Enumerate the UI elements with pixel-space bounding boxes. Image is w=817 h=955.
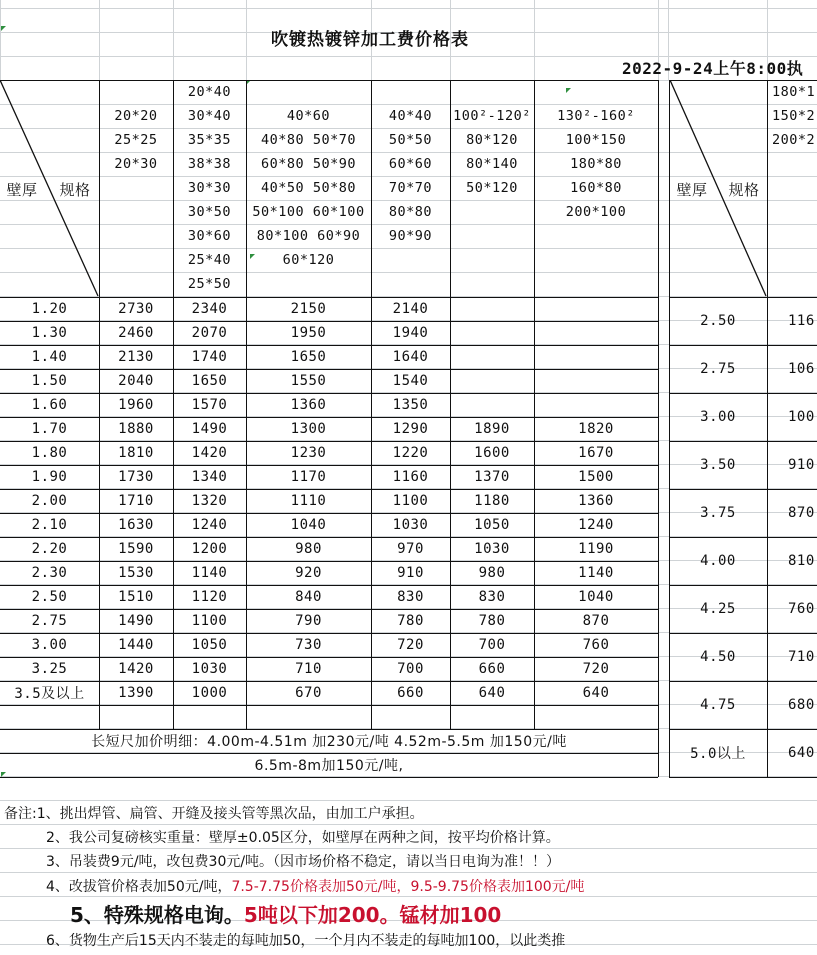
header-spec-label: 规格 (59, 180, 91, 199)
sheet-title: 吹镀热镀锌加工费价格表 (271, 29, 469, 50)
note-5-main: 5、特殊规格电询。 (70, 903, 244, 927)
surcharge-border (0, 753, 658, 754)
price-cell: 1440 (118, 637, 154, 653)
right-spec: 150*2 (772, 108, 816, 124)
price-cell: 790 (295, 613, 322, 629)
column-border (173, 80, 174, 729)
price-cell: 1730 (118, 469, 154, 485)
price-cell (450, 321, 534, 345)
cell-marker (1, 26, 6, 31)
spec-group-3: 40*50 50*80 (261, 180, 356, 196)
right-price-cell: 870 (788, 505, 815, 521)
right-table-top (669, 80, 817, 81)
price-cell: 1630 (118, 517, 154, 533)
price-cell: 1490 (191, 421, 228, 437)
spec-group-5: 100²-120² (453, 108, 531, 124)
right-price-cell: 810 (788, 553, 815, 569)
price-cell: 2150 (290, 301, 327, 317)
price-cell (450, 345, 534, 369)
price-cell: 1820 (578, 421, 614, 437)
spec-group-2: 30*50 (187, 204, 232, 220)
note-1: 备注:1、挑出焊管、扁管、开缝及接头管等黑次品，由加工户承担。 (4, 806, 424, 822)
price-cell: 1360 (290, 397, 327, 413)
price-cell: 870 (582, 613, 610, 629)
thickness-cell: 1.70 (31, 421, 68, 437)
gridline-h (0, 800, 817, 801)
price-cell: 1950 (290, 325, 327, 341)
right-row-border (669, 393, 817, 394)
right-price-cell: 710 (788, 649, 815, 665)
price-cell: 1510 (118, 589, 154, 605)
thickness-cell: 2.10 (31, 517, 68, 533)
spec-group-2: 20*40 (187, 84, 232, 100)
spec-group-6: 100*150 (565, 132, 627, 148)
thickness-cell: 1.50 (31, 373, 68, 389)
price-cell: 1890 (474, 421, 510, 437)
price-cell: 980 (478, 565, 506, 581)
price-cell: 1390 (118, 685, 154, 701)
right-price-cell: 910 (788, 457, 815, 473)
spec-group-4: 80*80 (388, 204, 433, 220)
price-cell: 2730 (118, 301, 154, 317)
spec-group-2: 30*30 (187, 180, 232, 196)
right-thickness-cell: 2.50 (700, 313, 736, 329)
note-5 (70, 899, 501, 928)
right-table-left (669, 80, 670, 777)
price-cell: 910 (397, 565, 424, 581)
thickness-cell: 1.60 (31, 397, 68, 413)
price-cell: 730 (295, 637, 322, 653)
price-cell: 1550 (290, 373, 327, 389)
price-cell: 2140 (392, 301, 429, 317)
column-border (246, 80, 247, 729)
thickness-cell: 2.30 (31, 565, 68, 581)
price-cell: 920 (295, 565, 322, 581)
price-cell (534, 369, 658, 393)
right-thickness-cell: 5.0以上 (690, 746, 746, 762)
right-row-border (669, 777, 817, 778)
spec-group-3: 40*60 (286, 108, 331, 124)
spec-group-5: 80*140 (466, 156, 518, 172)
price-cell (534, 393, 658, 417)
spec-group-4: 50*50 (388, 132, 433, 148)
note-6: 6、货物生产后15天内不装走的每吨加50，一个月内不装走的每吨加100，以此类推 (46, 933, 566, 949)
price-cell: 780 (478, 613, 506, 629)
price-cell: 1240 (191, 517, 228, 533)
price-cell: 720 (582, 661, 610, 677)
price-cell: 1530 (118, 565, 154, 581)
price-cell: 760 (582, 637, 610, 653)
gridline-h (0, 8, 817, 9)
price-cell: 720 (397, 637, 424, 653)
price-cell: 1740 (191, 349, 228, 365)
header-thickness-label: 壁厚 (6, 180, 38, 199)
price-cell: 1220 (392, 445, 429, 461)
right-row-border (669, 681, 817, 682)
right-header-thickness-label: 壁厚 (676, 180, 708, 199)
spec-group-6: 180*80 (570, 156, 622, 172)
column-border (450, 80, 451, 729)
right-price-cell: 680 (788, 697, 815, 713)
price-cell: 840 (295, 589, 322, 605)
right-row-border (669, 633, 817, 634)
thickness-cell: 2.20 (31, 541, 68, 557)
price-cell: 1640 (392, 349, 429, 365)
price-cell: 1420 (118, 661, 154, 677)
price-cell: 830 (397, 589, 424, 605)
price-cell: 1100 (191, 613, 228, 629)
price-cell: 1030 (191, 661, 228, 677)
price-cell: 1050 (191, 637, 228, 653)
price-cell: 1810 (118, 445, 154, 461)
price-cell: 1490 (118, 613, 154, 629)
note-4-highlight: 7.5-7.75价格表加50元/吨，9.5-9.75价格表加100元/吨 (231, 879, 585, 895)
price-cell (534, 297, 658, 321)
price-cell: 2070 (191, 325, 228, 341)
spec-group-6: 200*100 (565, 204, 627, 220)
thickness-cell: 1.90 (31, 469, 68, 485)
price-cell: 1670 (578, 445, 614, 461)
right-thickness-cell: 2.75 (700, 361, 736, 377)
spec-group-1: 25*25 (114, 132, 158, 148)
price-cell (450, 297, 534, 321)
price-cell: 1180 (474, 493, 510, 509)
price-cell: 1000 (191, 685, 228, 701)
price-cell: 700 (478, 637, 506, 653)
price-cell: 970 (397, 541, 424, 557)
right-col-border (767, 80, 768, 777)
right-thickness-cell: 4.25 (700, 601, 736, 617)
price-cell: 780 (397, 613, 424, 629)
spec-group-4: 40*40 (388, 108, 433, 124)
price-cell: 1300 (290, 421, 327, 437)
price-cell: 1880 (118, 421, 154, 437)
price-cell: 660 (397, 685, 424, 701)
right-price-cell: 640 (788, 745, 815, 761)
note-4-main: 4、改拔管价格表加50元/吨， (46, 879, 232, 895)
right-price-cell: 106 (788, 361, 815, 377)
price-cell (450, 369, 534, 393)
right-thickness-cell: 3.00 (700, 409, 736, 425)
right-row-border (669, 345, 817, 346)
gridline-v (0, 0, 1, 80)
note-2: 2、我公司复磅核实重量：壁厚±0.05区分，如壁厚在两种之间，按平均价格计算。 (46, 830, 560, 846)
surcharge-right (658, 729, 659, 777)
right-thickness-cell: 3.50 (700, 457, 736, 473)
price-cell: 1170 (290, 469, 327, 485)
price-cell: 1350 (392, 397, 429, 413)
note-4 (46, 876, 584, 896)
price-cell: 1940 (392, 325, 429, 341)
column-border (371, 80, 372, 729)
spec-group-4: 70*70 (388, 180, 433, 196)
price-cell: 1370 (474, 469, 510, 485)
spec-group-3: 50*100 60*100 (252, 204, 365, 220)
spec-group-2: 30*40 (187, 108, 232, 124)
right-thickness-cell: 3.75 (700, 505, 736, 521)
gridline-v (173, 0, 174, 80)
price-cell: 1030 (474, 541, 510, 557)
right-price-cell: 100 (788, 409, 815, 425)
price-cell: 1290 (392, 421, 429, 437)
surcharge-bottom (0, 777, 658, 778)
spec-group-2: 38*38 (187, 156, 232, 172)
right-header-spec-label: 规格 (728, 180, 760, 199)
price-cell: 1650 (191, 373, 228, 389)
right-row-border (669, 537, 817, 538)
price-cell: 1140 (578, 565, 614, 581)
gridline-h (0, 824, 817, 825)
right-header-bottom (669, 297, 817, 298)
spec-group-1: 20*30 (114, 156, 158, 172)
thickness-cell: 1.20 (31, 301, 68, 317)
spec-group-4: 90*90 (388, 228, 433, 244)
price-cell: 1650 (290, 349, 327, 365)
gridline-h (0, 872, 817, 873)
right-price-cell: 760 (788, 601, 815, 617)
length-surcharge-line2: 6.5m-8m加150元/吨, (254, 758, 404, 774)
spec-group-2: 25*50 (187, 276, 232, 292)
spec-group-6: 160*80 (570, 180, 622, 196)
spec-group-6: 130²-160² (557, 108, 635, 124)
right-thickness-cell: 4.75 (700, 697, 736, 713)
thickness-cell: 3.25 (31, 661, 68, 677)
price-cell: 1050 (474, 517, 510, 533)
price-cell: 640 (582, 685, 610, 701)
right-thickness-cell: 4.00 (700, 553, 736, 569)
price-cell: 1230 (290, 445, 327, 461)
spec-group-5: 50*120 (466, 180, 518, 196)
thickness-cell: 1.80 (31, 445, 68, 461)
price-cell: 2040 (118, 373, 154, 389)
spec-group-1: 20*20 (114, 108, 158, 124)
price-cell (450, 393, 534, 417)
price-cell: 670 (295, 685, 322, 701)
right-row-border (669, 441, 817, 442)
column-border (99, 80, 100, 729)
spec-group-3: 60*120 (282, 252, 335, 268)
price-cell: 2460 (118, 325, 154, 341)
price-cell: 1600 (474, 445, 510, 461)
price-cell (534, 345, 658, 369)
price-cell: 1100 (392, 493, 429, 509)
price-cell: 2340 (191, 301, 228, 317)
right-row-border (669, 729, 817, 730)
length-surcharge-line1: 长短尺加价明细：4.00m-4.51m 加230元/吨 4.52m-5.5m 加150元/吨 (91, 734, 567, 750)
column-border (534, 80, 535, 729)
price-cell: 1420 (191, 445, 228, 461)
thickness-cell: 1.30 (31, 325, 68, 341)
spec-group-5: 80*120 (466, 132, 518, 148)
date-stamp: 2022-9-24上午8:00执 (622, 58, 804, 78)
price-cell (534, 321, 658, 345)
price-cell: 1120 (191, 589, 228, 605)
price-cell: 1110 (290, 493, 327, 509)
right-row-border (669, 585, 817, 586)
price-cell: 1040 (290, 517, 327, 533)
gridline-v (99, 0, 100, 80)
price-cell: 1160 (392, 469, 429, 485)
price-cell: 1590 (118, 541, 154, 557)
note-5-highlight: 5吨以下加200。锰材加100 (243, 903, 502, 927)
price-cell: 1960 (118, 397, 154, 413)
price-cell: 1140 (191, 565, 228, 581)
right-spec: 200*2 (772, 132, 816, 148)
thickness-cell: 3.00 (31, 637, 68, 653)
thickness-cell: 2.50 (31, 589, 68, 605)
right-thickness-cell: 4.50 (700, 649, 736, 665)
price-cell: 1540 (392, 373, 429, 389)
row-border (0, 729, 658, 730)
thickness-cell: 2.00 (31, 493, 68, 509)
price-cell: 1320 (191, 493, 228, 509)
price-cell: 1710 (118, 493, 154, 509)
spec-group-3: 80*100 60*90 (256, 228, 361, 244)
thickness-cell: 1.40 (31, 349, 68, 365)
price-cell: 1360 (578, 493, 614, 509)
spec-group-2: 35*35 (187, 132, 232, 148)
price-cell: 710 (295, 661, 322, 677)
price-cell: 1500 (578, 469, 614, 485)
thickness-cell: 3.5及以上 (14, 686, 85, 702)
price-cell: 1570 (191, 397, 228, 413)
price-cell: 1040 (578, 589, 614, 605)
price-cell: 1190 (578, 541, 614, 557)
spec-group-3: 40*80 50*70 (261, 132, 356, 148)
gridline-h (0, 848, 817, 849)
spec-group-2: 25*40 (187, 252, 232, 268)
price-cell: 1240 (578, 517, 614, 533)
thickness-cell: 2.75 (31, 613, 68, 629)
spec-group-2: 30*60 (187, 228, 232, 244)
gridline-h (0, 896, 817, 897)
right-spec: 180*1 (772, 84, 816, 100)
cell-marker (566, 88, 571, 93)
column-border (658, 80, 659, 729)
price-cell: 1340 (191, 469, 228, 485)
right-row-border (669, 489, 817, 490)
price-cell: 1030 (392, 517, 429, 533)
spec-group-4: 60*60 (388, 156, 433, 172)
price-cell: 640 (478, 685, 506, 701)
price-cell: 1200 (191, 541, 228, 557)
price-cell: 980 (295, 541, 322, 557)
price-cell: 2130 (118, 349, 154, 365)
note-3: 3、吊装费9元/吨，改包费30元/吨。（因市场价格不稳定，请以当日电询为准！！） (46, 854, 561, 870)
price-cell: 660 (478, 661, 506, 677)
spec-group-3: 60*80 50*90 (261, 156, 356, 172)
price-cell: 830 (478, 589, 506, 605)
price-cell: 700 (397, 661, 424, 677)
right-price-cell: 116 (788, 313, 815, 329)
